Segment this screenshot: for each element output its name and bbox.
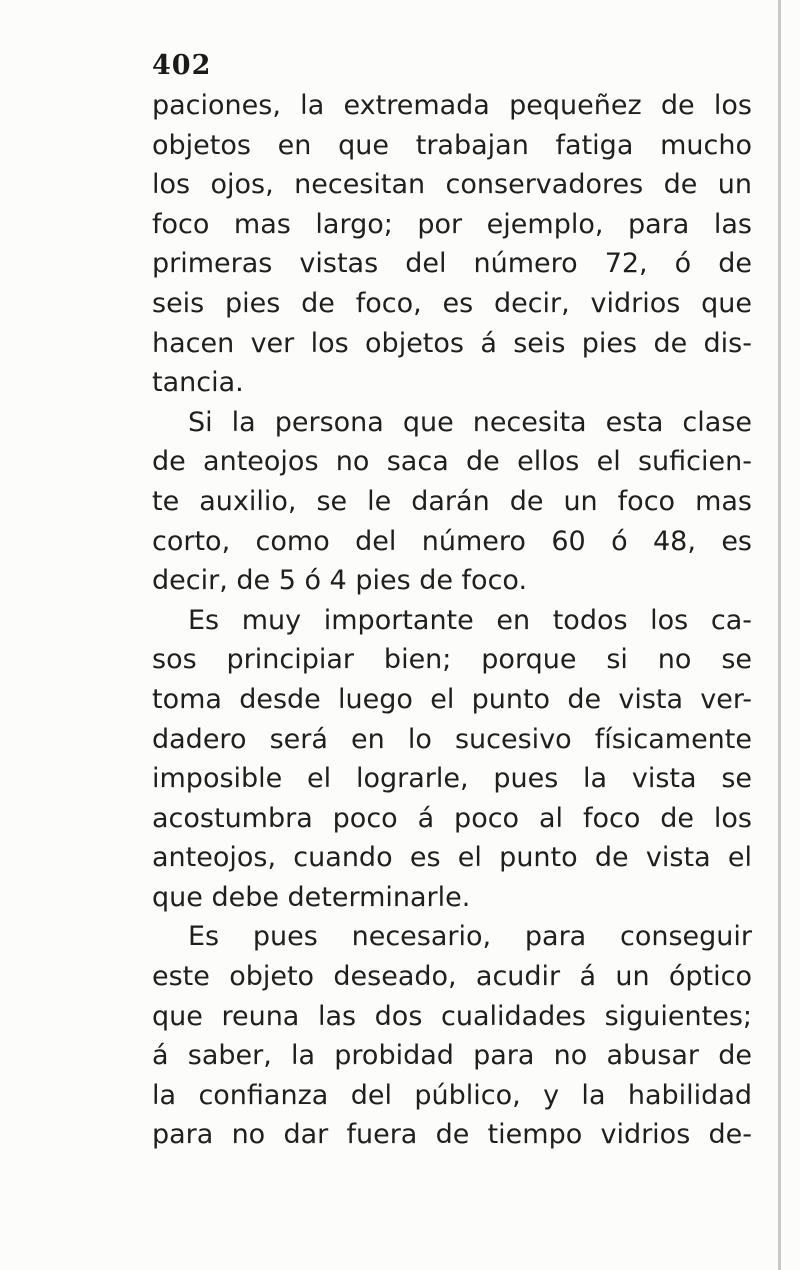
text-line: para no dar fuera de tiempo vidrios de-: [152, 1119, 752, 1151]
text-line: Si la persona que necesita esta clase: [188, 406, 752, 438]
text-line: de anteojos no saca de ellos el suficien-: [152, 446, 752, 478]
text-line: que reuna las dos cualidades siguientes;: [152, 1000, 752, 1032]
text-line: acostumbra poco á poco al foco de los: [152, 802, 752, 834]
text-line: primeras vistas del número 72, ó de: [152, 248, 752, 280]
text-line: objetos en que trabajan fatiga mucho: [152, 129, 752, 161]
text-line: imposible el lograrle, pues la vista se: [152, 763, 752, 795]
text-line: anteojos, cuando es el punto de vista el: [152, 842, 752, 874]
page-text: [152, 86, 752, 1155]
text-line: hacen ver los objetos á seis pies de dis-: [152, 327, 752, 359]
text-line: dadero será en lo sucesivo físicamente: [152, 723, 752, 755]
text-line: corto, como del número 60 ó 48, es: [152, 525, 752, 557]
text-line: á saber, la probidad para no abusar de: [152, 1040, 752, 1072]
text-line: foco mas largo; por ejemplo, para las: [152, 208, 752, 240]
page-edge-shadow: [778, 0, 781, 1270]
text-line: decir, de 5 ó 4 pies de foco.: [152, 565, 528, 597]
text-line: sos principiar bien; porque si no se: [152, 644, 752, 676]
text-line: Es muy importante en todos los ca-: [188, 604, 752, 636]
text-line: los ojos, necesitan conservadores de un: [152, 169, 752, 201]
text-line: tancia.: [152, 367, 244, 399]
text-line: que debe determinarle.: [152, 881, 471, 913]
text-line: te auxilio, se le darán de un foco mas: [152, 485, 752, 517]
text-line: este objeto deseado, acudir á un óptico: [152, 961, 752, 993]
text-line: paciones, la extremada pequeñez de los: [152, 90, 752, 121]
page-number: 402: [152, 50, 212, 81]
text-line: Es pues necesario, para conseguir: [188, 921, 752, 953]
text-line: toma desde luego el punto de vista ver-: [152, 683, 752, 715]
text-line: la confianza del público, y la habilidad: [152, 1079, 752, 1111]
text-line: seis pies de foco, es decir, vidrios que: [152, 287, 752, 319]
